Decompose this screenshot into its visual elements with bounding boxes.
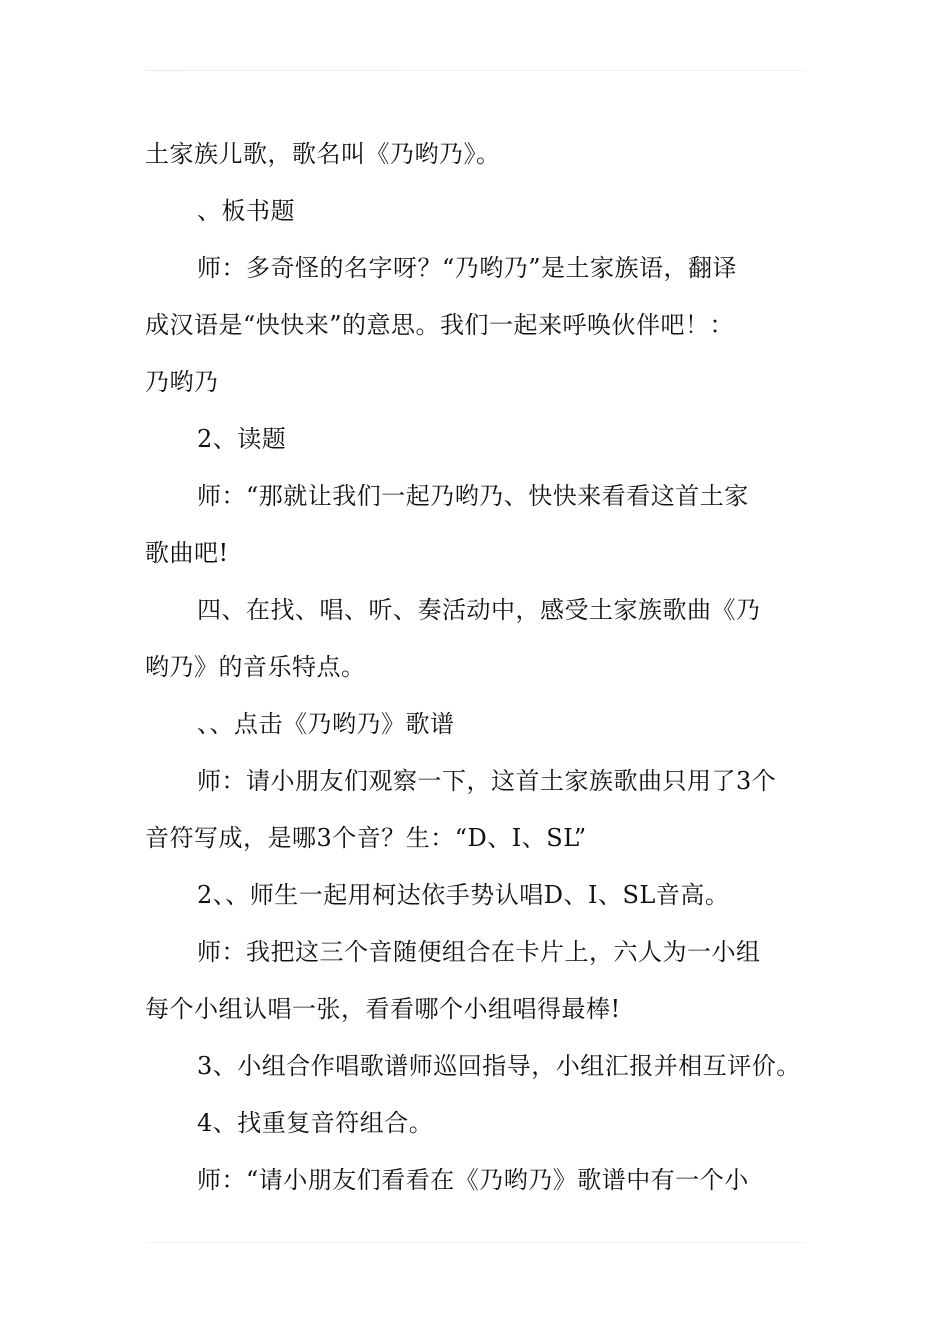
text-line: 2、、师生一起用柯达依手势认唱D、I、SL音高。 <box>197 881 730 909</box>
text-line: 师：多奇怪的名字呀？“乃哟乃”是土家族语，翻译 <box>197 254 738 282</box>
text-line: 土家族儿歌，歌名叫《乃哟乃》。 <box>145 140 501 168</box>
text-line: 成汉语是“快快来”的意思。我们一起来呼唤伙伴吧！： <box>145 311 735 339</box>
text-line: 3、小组合作唱歌谱师巡回指导，小组汇报并相互评价。 <box>197 1052 801 1080</box>
document-body <box>145 126 810 1209</box>
footer-rule <box>145 1242 805 1243</box>
text-line: 歌曲吧! <box>145 539 229 567</box>
text-line: 2、读题 <box>197 425 287 453</box>
text-line: 四、在找、唱、听、奏活动中，感受土家族歌曲《乃 <box>197 596 761 624</box>
text-line: 每个小组认唱一张，看看哪个小组唱得最棒! <box>145 995 621 1023</box>
text-line: 、、点击《乃哟乃》歌谱 <box>197 710 455 738</box>
header-rule <box>145 70 805 71</box>
text-line: 师：我把这三个音随便组合在卡片上，六人为一小组 <box>197 938 761 966</box>
text-line: 师：“那就让我们一起乃哟乃、快快来看看这首土家 <box>197 482 749 510</box>
text-line: 师：“请小朋友们看看在《乃哟乃》歌谱中有一个小 <box>197 1166 749 1194</box>
text-line: 师：请小朋友们观察一下，这首土家族歌曲只用了3个 <box>197 767 777 795</box>
text-line: 哟乃》的音乐特点。 <box>145 653 366 681</box>
text-line: 、板书题 <box>197 197 295 225</box>
text-line: 乃哟乃 <box>145 368 219 396</box>
text-line: 4、找重复音符组合。 <box>197 1109 434 1137</box>
text-line: 音符写成，是哪3个音？生：“D、I、SL” <box>145 824 587 852</box>
